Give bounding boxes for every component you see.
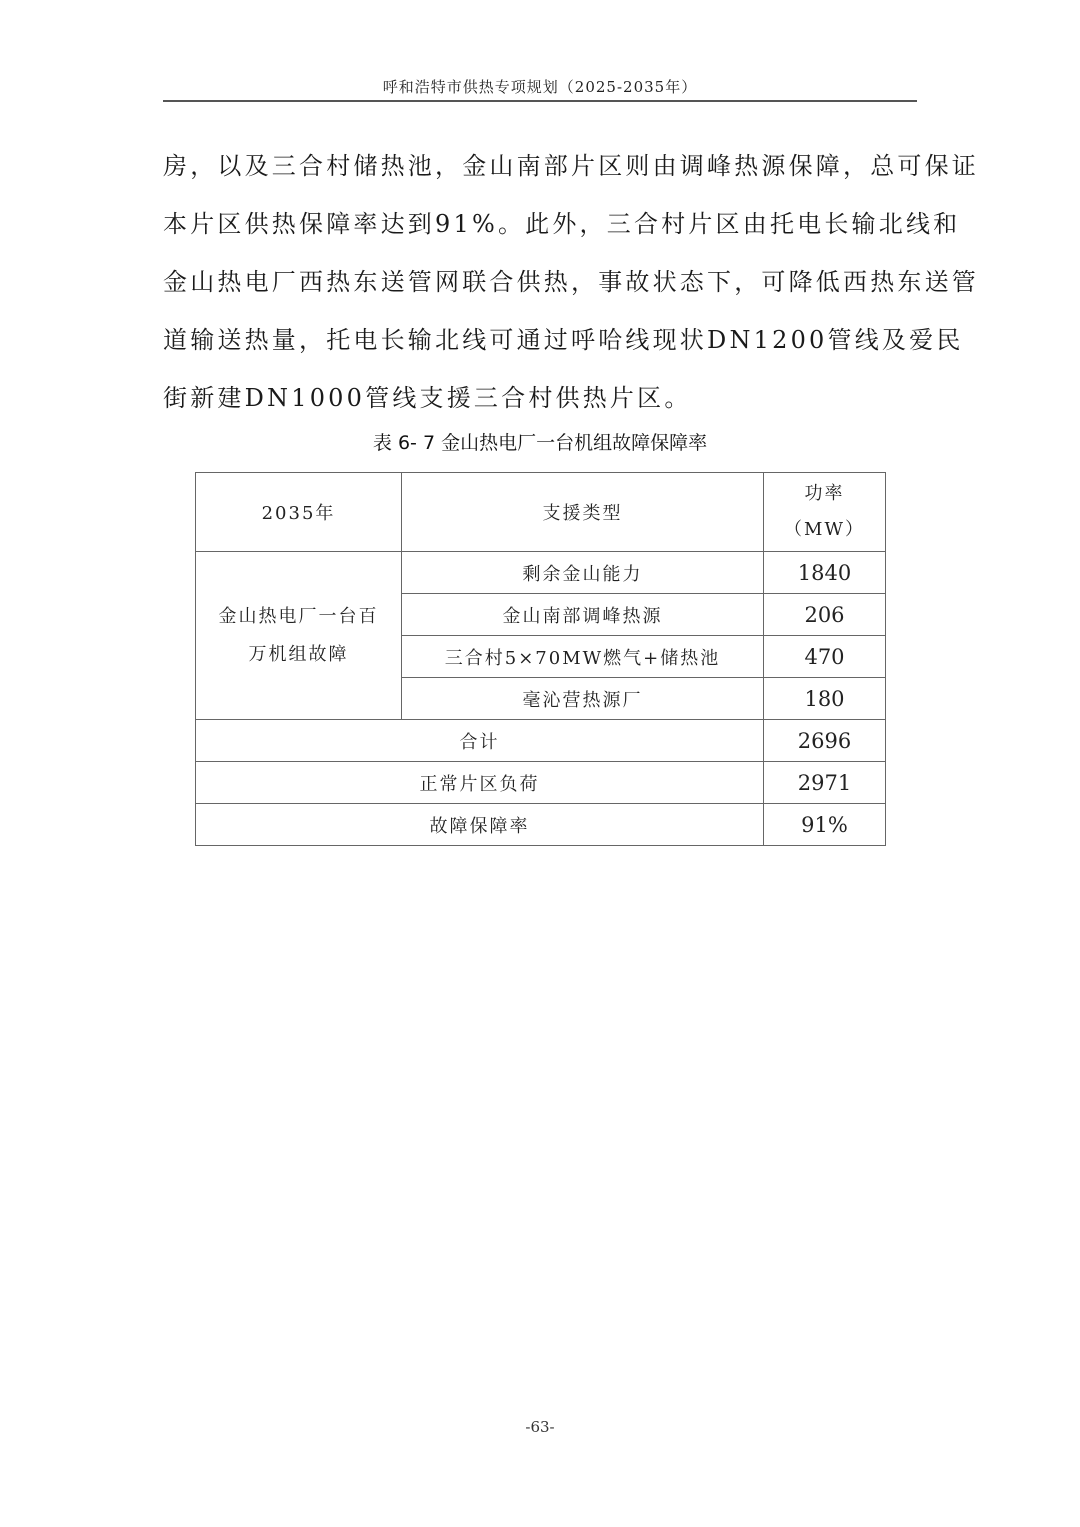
group-label-line1: 金山热电厂一台百 [218, 605, 379, 627]
body-line: 道输送热量，托电长输北线可通过呼哈线现状DN1200管线及爱民 [163, 326, 964, 354]
header-rule [163, 100, 917, 102]
header-type: 支援类型 [402, 473, 764, 552]
table-row [196, 552, 886, 594]
summary-value: 2971 [764, 762, 886, 804]
row-power: 180 [764, 678, 886, 720]
summary-label: 故障保障率 [196, 804, 764, 846]
group-label [196, 552, 402, 720]
summary-label: 正常片区负荷 [196, 762, 764, 804]
summary-value: 2696 [764, 720, 886, 762]
summary-label: 合计 [196, 720, 764, 762]
summary-value: 91% [764, 804, 886, 846]
summary-row [196, 804, 886, 846]
header-power-line1: 功率 [804, 483, 845, 504]
support-table [195, 472, 886, 846]
header-power [764, 473, 886, 552]
header-year: 2035年 [196, 473, 402, 552]
body-paragraph [163, 137, 979, 427]
running-header: 呼和浩特市供热专项规划（2025-2035年） [382, 78, 698, 96]
row-type: 金山南部调峰热源 [402, 594, 764, 636]
body-line: 房，以及三合村储热池，金山南部片区则由调峰热源保障，总可保证 [163, 152, 979, 180]
row-type: 毫沁营热源厂 [402, 678, 764, 720]
body-line: 街新建DN1000管线支援三合村供热片区。 [163, 384, 692, 412]
summary-row [196, 720, 886, 762]
header-power-line2: （MW） [784, 519, 865, 540]
row-power: 1840 [764, 552, 886, 594]
group-label-line2: 万机组故障 [248, 643, 349, 665]
row-power: 206 [764, 594, 886, 636]
row-type: 剩余金山能力 [402, 552, 764, 594]
row-type: 三合村5×70MW燃气+储热池 [402, 636, 764, 678]
body-line: 本片区供热保障率达到91%。此外，三合村片区由托电长输北线和 [163, 210, 961, 238]
row-power: 470 [764, 636, 886, 678]
summary-row [196, 762, 886, 804]
page-number: -63- [525, 1418, 555, 1436]
table-header-row [196, 473, 886, 552]
table-caption: 表 6- 7 金山热电厂一台机组故障保障率 [372, 432, 708, 454]
body-line: 金山热电厂西热东送管网联合供热，事故状态下，可降低西热东送管 [163, 268, 979, 296]
